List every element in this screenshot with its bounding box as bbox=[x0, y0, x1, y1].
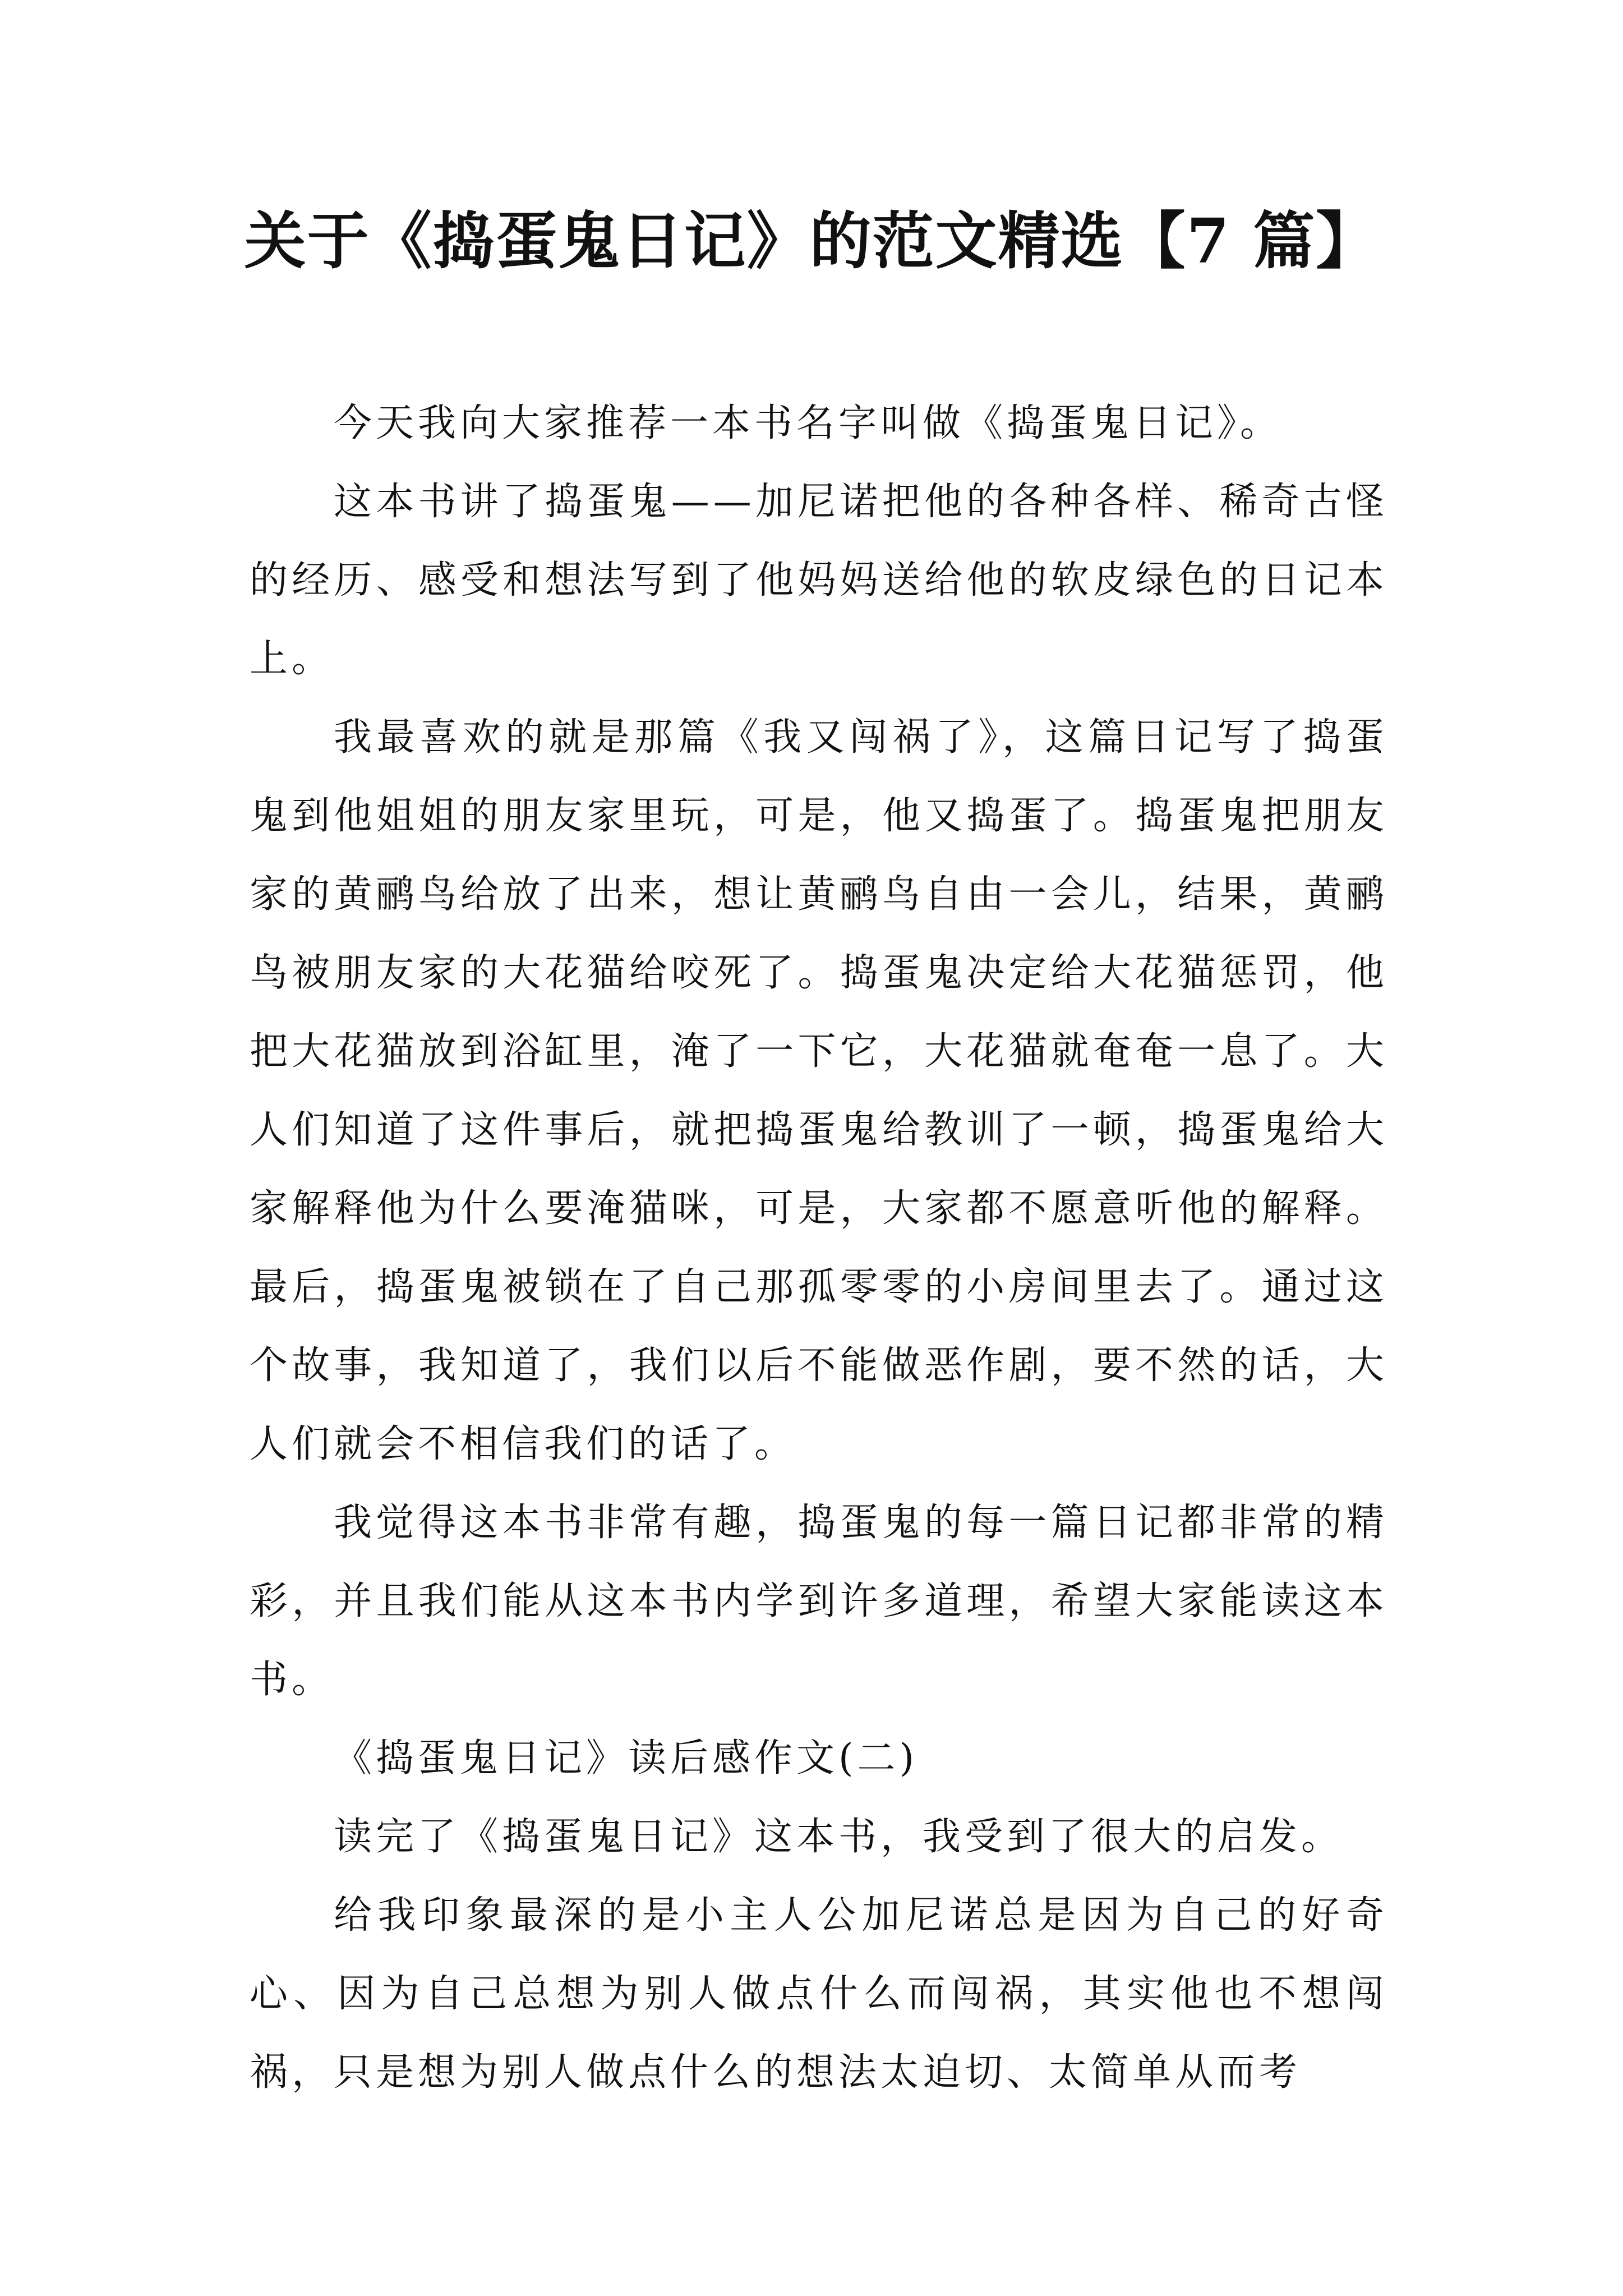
paragraph: 这本书讲了捣蛋鬼——加尼诺把他的各种各样、稀奇古怪的经历、感受和想法写到了他妈妈送给他的软皮绿色的日记本上。 bbox=[250, 480, 1388, 681]
document-title: 关于《捣蛋鬼日记》的范文精选【7 篇】 bbox=[244, 205, 1379, 277]
paragraph: 今天我向大家推荐一本书名字叫做《捣蛋鬼日记》。 bbox=[334, 401, 1283, 445]
paragraph: 给我印象最深的是小主人公加尼诺总是因为自己的好奇心、因为自己总想为别人做点什么而闯祸，其实他也不想闯祸，只是想为别人做点什么的想法太迫切、太简单从而考 bbox=[250, 1893, 1388, 2095]
paragraph: 读完了《捣蛋鬼日记》这本书，我受到了很大的启发。 bbox=[334, 1815, 1344, 1859]
paragraph: 我最喜欢的就是那篇《我又闯祸了》，这篇日记写了捣蛋鬼到他姐姐的朋友家里玩，可是，他又捣蛋了。捣蛋鬼把朋友家的黄鹂鸟给放了出来，想让黄鹂鸟自由一会儿，结果，黄鹂鸟被朋友家的大花猫给咬死了。捣蛋鬼决定给大花猫惩罚，他把大花猫放到浴缸里，淹了一下它，大花猫就奄奄一息了。大人们知道了这件事后，就把捣蛋鬼给教训了一顿，捣蛋鬼给大家解释他为什么要淹猫咪，可是，大家都不愿意听他的解释。最后，捣蛋鬼被锁在了自己那孤零零的小房间里去了。通过这个故事，我知道了，我们以后不能做恶作剧，要不然的话，大人们就会不相信我们的话了。 bbox=[250, 715, 1388, 1466]
paragraph: 我觉得这本书非常有趣，捣蛋鬼的每一篇日记都非常的精彩，并且我们能从这本书内学到许多道理，希望大家能读这本书。 bbox=[250, 1501, 1388, 1702]
document-body bbox=[250, 384, 1388, 2112]
section-heading: 《捣蛋鬼日记》读后感作文(二) bbox=[334, 1736, 919, 1780]
